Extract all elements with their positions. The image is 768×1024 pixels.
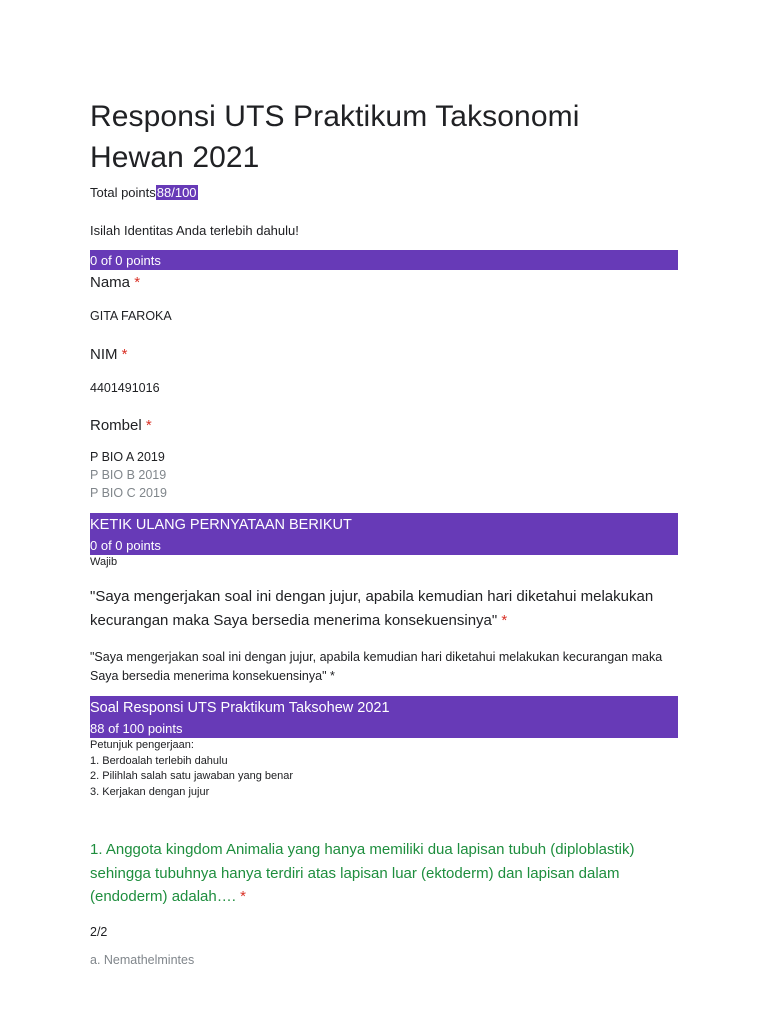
question-label: Rombel * [90,417,152,434]
total-points-score: 88/100 [156,185,197,200]
required-mark: * [134,274,141,291]
form-title-line2: Hewan 2021 [90,141,260,174]
instruction-line: 1. Berdoalah terlebih dahulu [90,754,228,767]
question-label: Nama * [90,274,141,291]
question-rombel [90,415,678,502]
exam-instructions [90,738,678,800]
instruction-line: 3. Kerjakan dengan jujur [90,785,210,798]
form-description: Isilah Identitas Anda terlebih dahulu! [90,223,299,238]
required-mark: * [145,417,152,434]
form-content [90,96,678,969]
question-label: NIM * [90,346,128,363]
required-mark: * [501,612,508,629]
section-identity-points: 0 of 0 points [90,253,161,268]
section-identity-header [90,250,678,270]
question-1-score: 2/2 [90,924,108,939]
section-exam-header [90,696,678,738]
section-statement-points: 0 of 0 points [90,538,161,553]
total-points-label: Total points [90,185,156,200]
question-statement: "Saya mengerjakan soal ini dengan jujur, apabila kemudian hari diketahui melakukan kecurangan maka Saya bersedia menerima konsekuensinya" * [90,588,654,629]
answer-nama: GITA FAROKA [90,309,172,323]
answer-nim: 4401491016 [90,381,160,395]
question-nim [90,344,678,397]
total-points [90,184,678,202]
question-1: 1. Anggota kingdom Animalia yang hanya memiliki dua lapisan tubuh (diploblastik) sehingga tubuhnya hanya terdiri atas lapisan luar (ektoderm) dan lapisan dalam (endoderm) adalah…. * [90,841,635,905]
answer-statement: "Saya mengerjakan soal ini dengan jujur, apabila kemudian hari diketahui melakukan kecurangan maka Saya bersedia menerima konsekuensinya" * [90,650,663,683]
rombel-option-selected: P BIO A 2019 [90,450,165,464]
section-statement-header [90,513,678,555]
required-mark: * [240,888,246,905]
section-exam-title: Soal Responsi UTS Praktikum Taksohew 2021 [90,700,390,716]
required-note: Wajib [90,556,118,568]
rombel-option: P BIO B 2019 [90,468,167,482]
rombel-option: P BIO C 2019 [90,486,167,500]
section-statement-title: KETIK ULANG PERNYATAAN BERIKUT [90,517,352,533]
required-mark: * [121,346,128,363]
form-title [90,96,678,178]
question-1-option-a: a. Nemathelmintes [90,952,195,967]
form-title-line1: Responsi UTS Praktikum Taksonomi [90,100,580,133]
instruction-line: 2. Pilihlah salah satu jawaban yang benar [90,770,294,782]
question-nama [90,272,678,325]
section-exam-points: 88 of 100 points [90,721,183,736]
instruction-line: Petunjuk pengerjaan: [90,739,194,751]
